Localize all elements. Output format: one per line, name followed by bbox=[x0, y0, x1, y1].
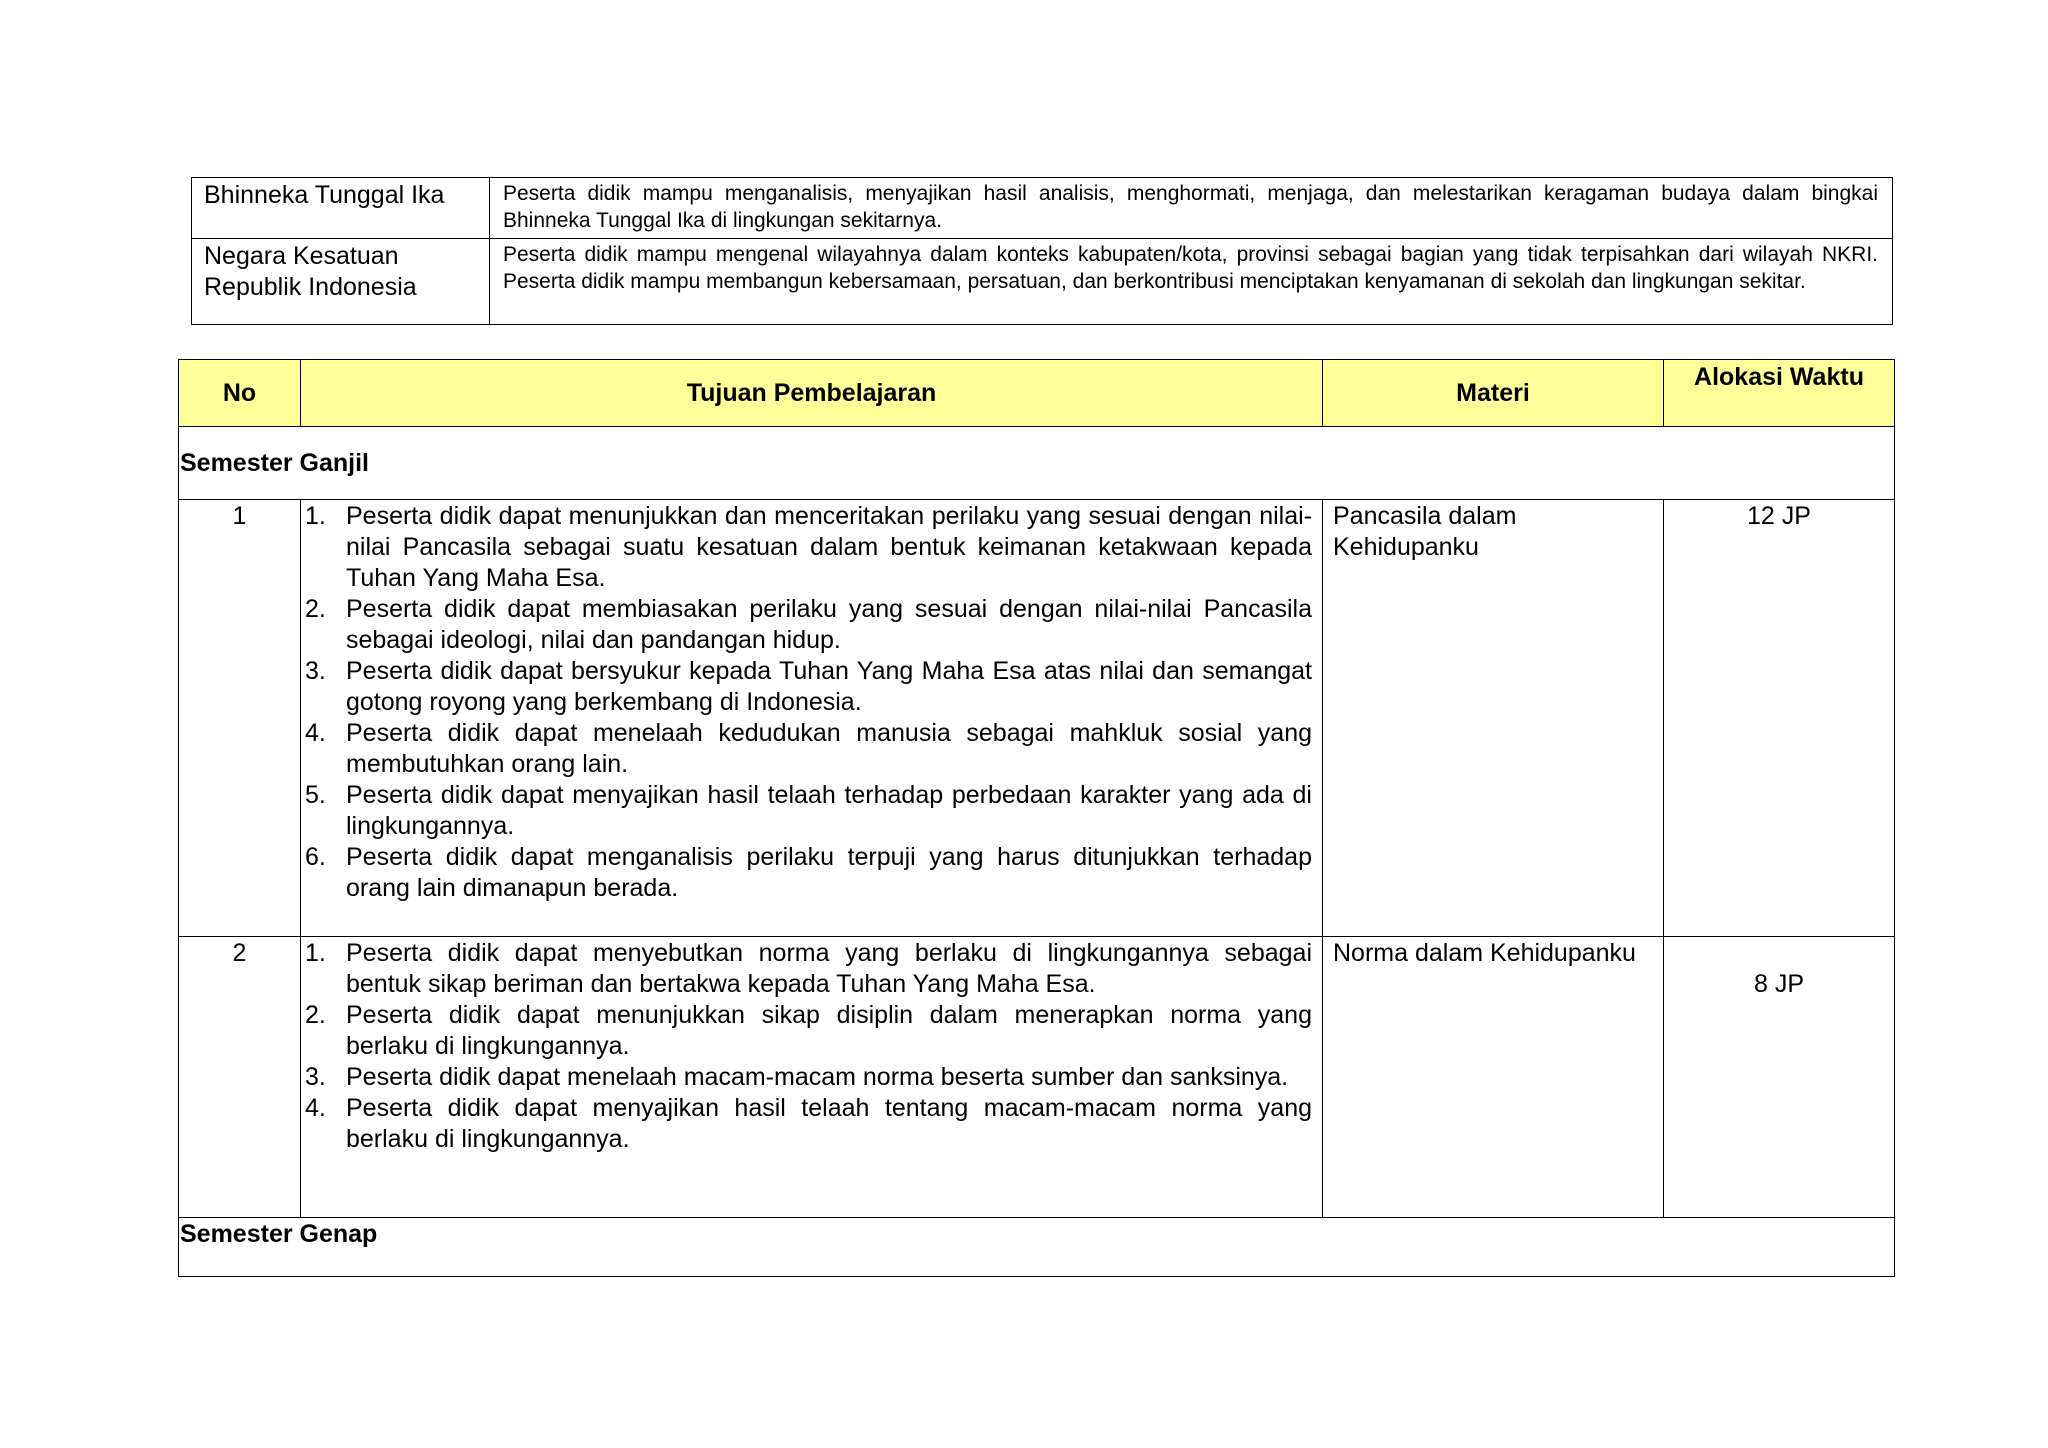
objective-text: Peserta didik dapat menyajikan hasil telaah tentang macam-macam norma yang berlaku di lingkungannya. bbox=[346, 1094, 1312, 1153]
header-no: No bbox=[179, 360, 301, 427]
profile-elements-table bbox=[191, 177, 1893, 325]
objectives-cell bbox=[301, 937, 1323, 1218]
semester-ganjil-label: Semester Ganjil bbox=[179, 427, 1895, 500]
objective-number: 4. bbox=[305, 719, 326, 747]
materi-cell: Pancasila dalam Kehidupanku bbox=[1323, 500, 1664, 937]
objective-item bbox=[301, 1093, 1312, 1155]
header-alokasi: Alokasi Waktu bbox=[1664, 360, 1895, 427]
objective-text: Peserta didik dapat membiasakan perilaku yang sesuai dengan nilai-nilai Pancasila sebagai ideologi, nilai dan pandangan hidup. bbox=[346, 595, 1312, 654]
row-number: 2 bbox=[179, 937, 301, 1218]
objective-item bbox=[301, 594, 1312, 656]
semester-row bbox=[179, 427, 1895, 500]
objective-text: Peserta didik dapat menelaah macam-macam norma beserta sumber dan sanksinya. bbox=[346, 1063, 1289, 1091]
semester-row bbox=[179, 1218, 1895, 1277]
learning-objectives-table bbox=[178, 359, 1895, 1277]
objective-number: 2. bbox=[305, 595, 326, 623]
objective-number: 1. bbox=[305, 502, 326, 530]
table-header-row bbox=[179, 360, 1895, 427]
objective-number: 5. bbox=[305, 781, 326, 809]
objective-number: 6. bbox=[305, 843, 326, 871]
objective-item bbox=[301, 780, 1312, 842]
semester-genap-label: Semester Genap bbox=[179, 1218, 1895, 1277]
table-row bbox=[179, 937, 1895, 1218]
objective-item bbox=[301, 842, 1312, 904]
objective-text: Peserta didik dapat menyebutkan norma yang berlaku di lingkungannya sebagai bentuk sikap beriman dan bertakwa kepada Tuhan Yang Maha Esa. bbox=[346, 939, 1312, 998]
objective-item bbox=[301, 718, 1312, 780]
objective-text: Peserta didik dapat menyajikan hasil telaah terhadap perbedaan karakter yang ada di lingkungannya. bbox=[346, 781, 1312, 840]
element-name: Negara Kesatuan Republik Indonesia bbox=[192, 239, 490, 325]
objective-number: 1. bbox=[305, 939, 326, 967]
objective-text: Peserta didik dapat menunjukkan sikap disiplin dalam menerapkan norma yang berlaku di lingkungannya. bbox=[346, 1001, 1312, 1060]
objectives-cell bbox=[301, 500, 1323, 937]
objective-number: 2. bbox=[305, 1001, 326, 1029]
objective-item bbox=[301, 938, 1312, 1000]
objective-number: 3. bbox=[305, 1063, 326, 1091]
table-row bbox=[192, 178, 1893, 239]
alokasi-cell: 12 JP bbox=[1664, 500, 1895, 937]
element-name: Bhinneka Tunggal Ika bbox=[192, 178, 490, 239]
table-row bbox=[179, 500, 1895, 937]
objective-item bbox=[301, 656, 1312, 718]
objective-item bbox=[301, 501, 1312, 594]
objective-item bbox=[301, 1062, 1312, 1093]
objective-text: Peserta didik dapat bersyukur kepada Tuhan Yang Maha Esa atas nilai dan semangat gotong royong yang berkembang di Indonesia. bbox=[346, 657, 1312, 716]
objectives-list bbox=[301, 501, 1312, 904]
materi-cell: Norma dalam Kehidupanku bbox=[1323, 937, 1664, 1218]
objective-number: 3. bbox=[305, 657, 326, 685]
element-description: Peserta didik mampu mengenal wilayahnya dalam konteks kabupaten/kota, provinsi sebagai bagian yang tidak terpisahkan dari wilayah NKRI. Peserta didik mampu membangun kebersamaan, persatuan, dan berkontribusi menciptakan kenyamanan di sekolah dan lingkungan sekitar. bbox=[490, 239, 1893, 325]
element-description: Peserta didik mampu menganalisis, menyajikan hasil analisis, menghormati, menjaga, dan melestarikan keragaman budaya dalam bingkai Bhinneka Tunggal Ika di lingkungan sekitarnya. bbox=[490, 178, 1893, 239]
objective-text: Peserta didik dapat menganalisis perilaku terpuji yang harus ditunjukkan terhadap orang lain dimanapun berada. bbox=[346, 843, 1312, 902]
alokasi-cell: 8 JP bbox=[1664, 937, 1895, 1218]
objective-number: 4. bbox=[305, 1094, 326, 1122]
row-number: 1 bbox=[179, 500, 301, 937]
objective-text: Peserta didik dapat menelaah kedudukan manusia sebagai mahkluk sosial yang membutuhkan orang lain. bbox=[346, 719, 1312, 778]
table-row bbox=[192, 239, 1893, 325]
header-tujuan: Tujuan Pembelajaran bbox=[301, 360, 1323, 427]
objective-item bbox=[301, 1000, 1312, 1062]
objectives-list bbox=[301, 938, 1312, 1155]
objective-text: Peserta didik dapat menunjukkan dan menceritakan perilaku yang sesuai dengan nilai-nilai Pancasila sebagai suatu kesatuan dalam bentuk keimanan ketakwaan kepada Tuhan Yang Maha Esa. bbox=[346, 502, 1312, 592]
header-materi: Materi bbox=[1323, 360, 1664, 427]
